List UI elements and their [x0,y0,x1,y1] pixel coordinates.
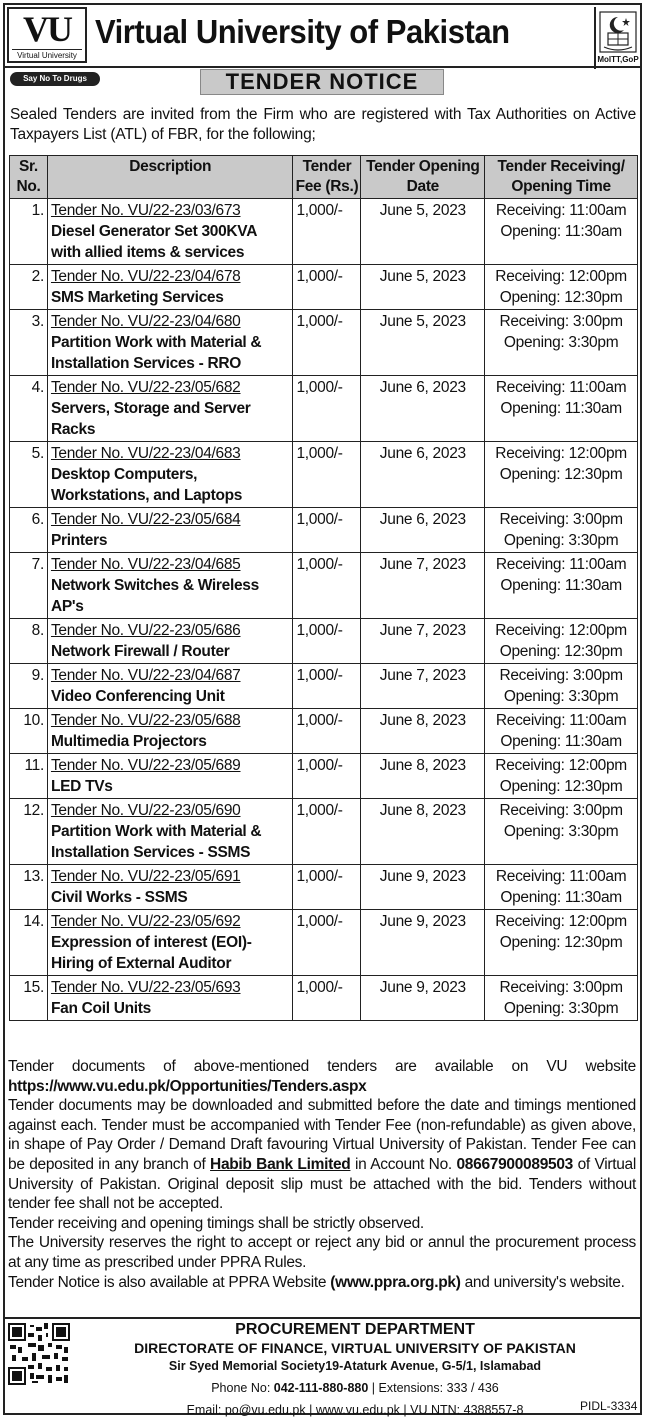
tender-number: Tender No. VU/22-23/04/683 [50,445,241,462]
footer-contact [75,1320,638,1418]
ppra-url-link[interactable]: (www.ppra.org.pk) [330,1273,461,1291]
row-description [47,754,293,799]
row-sr: 10. [10,709,48,754]
ppra-note [8,1273,636,1293]
row-time [485,553,638,619]
receiving-time: Receiving: 11:00am [495,202,627,219]
receiving-time: Receiving: 3:00pm [499,802,623,819]
row-sr: 3. [10,310,48,376]
fee-text-part1: Tender documents may be downloaded and submitted before the date and timings mentioned against each. Tender must be accompanied with Tender Fee (non-refundable) as given above, in shape of Pay Order / Demand Draft favouring Virtual University of Pakistan. Tender Fee can be deposited in any branch of [8,1097,636,1173]
table-row [10,976,638,1021]
row-time [485,754,638,799]
table-row [10,265,638,310]
row-description [47,442,293,508]
ppra-text-end: and university's website. [464,1273,625,1291]
ministry-label: MoITT,GoP [597,55,639,64]
opening-time: Opening: 3:30pm [503,823,619,840]
separator: | [371,1381,376,1395]
tender-number: Tender No. VU/22-23/05/693 [50,979,241,996]
header-time: Tender Receiving/ Opening Time [485,156,638,199]
row-opening-date: June 6, 2023 [361,442,485,508]
vu-logo-subtitle: Virtual University [12,49,82,61]
tender-number: Tender No. VU/22-23/03/673 [50,202,241,219]
row-sr: 13. [10,865,48,910]
row-time [485,910,638,976]
row-fee: 1,000/- [293,310,361,376]
row-sr: 6. [10,508,48,553]
opening-time: Opening: 12:30pm [499,778,623,795]
rights-note: The University reserves the right to accept or reject any bid or annul the procurement process at any time as prescribed under PPRA Rules. [8,1234,636,1271]
receiving-time: Receiving: 12:00pm [495,757,627,774]
extensions: Extensions: 333 / 436 [378,1381,499,1395]
row-time [485,442,638,508]
receiving-time: Receiving: 3:00pm [499,979,623,996]
row-opening-date: June 8, 2023 [361,754,485,799]
row-sr: 1. [10,199,48,265]
row-fee: 1,000/- [293,910,361,976]
header-fee: Tender Fee (Rs.) [293,156,361,199]
row-sr: 5. [10,442,48,508]
receiving-time: Receiving: 3:00pm [499,667,623,684]
opening-time: Opening: 12:30pm [499,289,623,306]
notes-section [8,1057,636,1292]
opening-time: Opening: 11:30am [500,889,622,906]
separator: | [309,1403,313,1417]
row-fee: 1,000/- [293,709,361,754]
opening-time: Opening: 3:30pm [503,688,619,705]
opening-time: Opening: 12:30pm [499,643,623,660]
row-fee: 1,000/- [293,442,361,508]
row-sr: 11. [10,754,48,799]
opening-time: Opening: 12:30pm [499,466,623,483]
vu-logo-letters: VU [23,9,71,49]
bank-name: Habib Bank Limited [210,1155,351,1173]
row-description [47,709,293,754]
table-row [10,865,638,910]
tender-number: Tender No. VU/22-23/04/685 [50,556,241,573]
tender-title: Network Firewall / Router [50,643,230,660]
tender-title: Partition Work with Material & Installation Services - RRO [50,334,262,372]
header-divider [5,66,640,68]
row-sr: 7. [10,553,48,619]
directorate: DIRECTORATE OF FINANCE, VIRTUAL UNIVERSITY OF PAKISTAN [134,1340,576,1356]
header-description: Description [47,156,293,199]
row-description [47,508,293,553]
receiving-time: Receiving: 11:00am [495,556,627,573]
tender-number: Tender No. VU/22-23/04/687 [50,667,241,684]
phone-line [75,1377,635,1399]
tender-title: LED TVs [50,778,113,795]
opening-time: Opening: 11:30am [500,577,622,594]
row-time [485,619,638,664]
row-time [485,199,638,265]
row-description [47,910,293,976]
receiving-time: Receiving: 11:00am [495,712,627,729]
row-fee: 1,000/- [293,265,361,310]
tender-number: Tender No. VU/22-23/05/690 [50,802,241,819]
row-sr: 9. [10,664,48,709]
table-row [10,664,638,709]
intro-paragraph: Sealed Tenders are invited from the Firm who are registered with Tax Authorities on Active Taxpayers List (ATL) of FBR, for the following; [10,106,636,143]
row-opening-date: June 5, 2023 [361,265,485,310]
receiving-time: Receiving: 12:00pm [495,445,627,462]
ministry-emblem [594,7,640,69]
row-sr: 8. [10,619,48,664]
row-time [485,976,638,1021]
row-opening-date: June 9, 2023 [361,865,485,910]
row-description [47,376,293,442]
tender-title: Network Switches & Wireless AP's [50,577,259,615]
email-label: Email: [186,1403,222,1417]
row-opening-date: June 5, 2023 [361,199,485,265]
website-link[interactable]: www.vu.edu.pk [315,1403,400,1417]
tenders-table-body [10,199,638,1021]
table-row [10,310,638,376]
row-time [485,664,638,709]
timings-note: Tender receiving and opening timings shall be strictly observed. [8,1214,424,1232]
government-crest-icon [599,11,637,53]
footer-divider [5,1317,640,1319]
row-fee: 1,000/- [293,976,361,1021]
table-row [10,619,638,664]
row-description [47,976,293,1021]
row-time [485,709,638,754]
tenders-url-link[interactable]: https://www.vu.edu.pk/Opportunities/Tenders.aspx [8,1077,367,1095]
tender-number: Tender No. VU/22-23/05/691 [50,868,241,885]
say-no-to-drugs-badge: Say No To Drugs [10,72,100,86]
row-description [47,799,293,865]
row-opening-date: June 7, 2023 [361,619,485,664]
tender-title: SMS Marketing Services [50,289,224,306]
row-time [485,508,638,553]
row-fee: 1,000/- [293,664,361,709]
phone-number: 042-111-880-880 [273,1381,369,1395]
fee-text-part2: of Virtual University of Pakistan. Original deposit slip must be attached with the bid. Tenders without tender fee shall not be accepted. [8,1155,637,1213]
row-sr: 15. [10,976,48,1021]
row-sr: 2. [10,265,48,310]
header-opening-date: Tender Opening Date [361,156,485,199]
row-opening-date: June 5, 2023 [361,310,485,376]
row-opening-date: June 6, 2023 [361,376,485,442]
tender-title: Desktop Computers, Workstations, and Laptops [50,466,243,504]
row-time [485,865,638,910]
row-description [47,865,293,910]
pidl-reference: PIDL-3334 [580,1399,638,1413]
tender-number: Tender No. VU/22-23/04/678 [50,268,241,285]
row-fee: 1,000/- [293,553,361,619]
row-fee: 1,000/- [293,754,361,799]
row-opening-date: June 7, 2023 [361,664,485,709]
header-sr: Sr. No. [10,156,48,199]
ppra-text: Tender Notice is also available at PPRA Website [8,1273,327,1291]
tender-number: Tender No. VU/22-23/05/692 [50,913,241,930]
row-description [47,619,293,664]
opening-time: Opening: 3:30pm [503,1000,619,1017]
row-fee: 1,000/- [293,799,361,865]
receiving-time: Receiving: 3:00pm [499,511,623,528]
account-label: in Account No. [355,1155,452,1173]
tenders-table [9,155,638,1021]
row-fee: 1,000/- [293,619,361,664]
table-row [10,376,638,442]
row-description [47,664,293,709]
address: Sir Syed Memorial Society19-Ataturk Avenue, G-5/1, Islamabad [168,1359,542,1373]
row-time [485,376,638,442]
qr-code-icon [8,1323,70,1385]
receiving-time: Receiving: 12:00pm [495,622,627,639]
tender-title: Expression of interest (EOI)- Hiring of External Auditor [50,934,252,972]
table-row [10,709,638,754]
table-row [10,754,638,799]
table-row [10,910,638,976]
table-row [10,553,638,619]
account-number: 08667900089503 [456,1155,573,1173]
row-fee: 1,000/- [293,199,361,265]
row-opening-date: June 9, 2023 [361,976,485,1021]
row-opening-date: June 9, 2023 [361,910,485,976]
row-fee: 1,000/- [293,508,361,553]
row-time [485,799,638,865]
receiving-time: Receiving: 12:00pm [495,913,627,930]
table-row [10,799,638,865]
opening-time: Opening: 11:30am [500,400,622,417]
tender-title: Civil Works - SSMS [50,889,188,906]
row-description [47,199,293,265]
row-sr: 4. [10,376,48,442]
email-line [75,1399,638,1418]
row-sr: 14. [10,910,48,976]
tender-title: Multimedia Projectors [50,733,207,750]
notice-header [5,5,640,67]
opening-time: Opening: 11:30am [500,223,622,240]
tender-title: Partition Work with Material & Installation Services - SSMS [50,823,262,861]
tender-fee-paragraph [8,1096,636,1214]
row-time [485,265,638,310]
table-row [10,442,638,508]
opening-time: Opening: 3:30pm [503,532,619,549]
row-fee: 1,000/- [293,865,361,910]
availability-note: Tender documents of above-mentioned tenders are available on VU website [8,1058,636,1075]
tender-notice-banner: TENDER NOTICE [200,69,444,95]
opening-time: Opening: 3:30pm [503,334,619,351]
row-opening-date: June 8, 2023 [361,799,485,865]
receiving-time: Receiving: 11:00am [495,868,627,885]
separator: | [403,1403,407,1417]
row-description [47,265,293,310]
table-header-row [10,156,638,199]
tender-number: Tender No. VU/22-23/05/689 [50,757,241,774]
row-description [47,553,293,619]
tender-number: Tender No. VU/22-23/05/682 [50,379,241,396]
row-sr: 12. [10,799,48,865]
tender-title: Diesel Generator Set 300KVA with allied items & services [50,223,257,261]
university-title: Virtual University of Pakistan [95,13,510,50]
tender-title: Printers [50,532,108,549]
row-opening-date: June 6, 2023 [361,508,485,553]
email-link[interactable]: po@vu.edu.pk [224,1403,306,1417]
vu-ntn: VU NTN: 4388557-8 [410,1403,524,1417]
opening-time: Opening: 11:30am [500,733,622,750]
procurement-department: PROCUREMENT DEPARTMENT [235,1321,475,1338]
receiving-time: Receiving: 3:00pm [499,313,623,330]
tender-number: Tender No. VU/22-23/05/686 [50,622,241,639]
row-opening-date: June 7, 2023 [361,553,485,619]
row-description [47,310,293,376]
tender-number: Tender No. VU/22-23/05/684 [50,511,241,528]
table-row [10,199,638,265]
tender-title: Fan Coil Units [50,1000,151,1017]
tender-number: Tender No. VU/22-23/04/680 [50,313,241,330]
tender-number: Tender No. VU/22-23/05/688 [50,712,241,729]
table-row [10,508,638,553]
opening-time: Opening: 12:30pm [499,934,623,951]
row-opening-date: June 8, 2023 [361,709,485,754]
tender-title: Video Conferencing Unit [50,688,225,705]
vu-logo [7,7,87,63]
row-time [485,310,638,376]
row-fee: 1,000/- [293,376,361,442]
tender-title: Servers, Storage and Server Racks [50,400,251,438]
receiving-time: Receiving: 11:00am [495,379,627,396]
phone-label: Phone No: [211,1381,271,1395]
receiving-time: Receiving: 12:00pm [495,268,627,285]
